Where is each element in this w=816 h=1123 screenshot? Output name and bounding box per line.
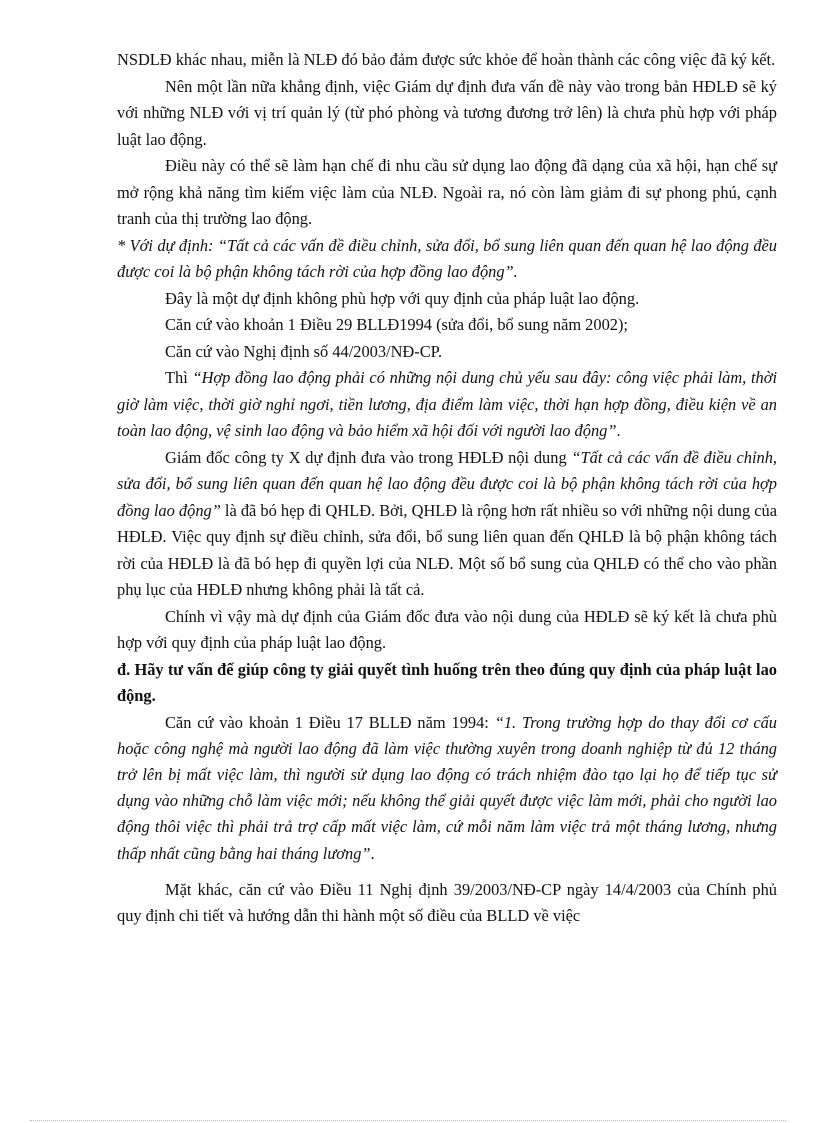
paragraph [117,445,777,604]
paragraph-lead: Căn cứ vào khoản 1 Điều 17 BLLĐ năm 1994: [165,712,495,732]
paragraph: Đây là một dự định không phù hợp với quy định của pháp luật lao động. [165,288,640,308]
paragraph: NSDLĐ khác nhau, miễn là NLĐ đó bảo đảm được sức khỏe để hoàn thành các công việc đã ký kết. [117,50,776,69]
paragraph: Mặt khác, căn cứ vào Điều 11 Nghị định 39/2003/NĐ-CP ngày 14/4/2003 của Chính phủ quy định chi tiết và hướng dẫn thi hành một số điều của BLLD về việc [117,879,777,926]
paragraph: Căn cứ vào khoản 1 Điều 29 BLLĐ1994 (sửa đổi, bổ sung năm 2002); [165,315,628,334]
section-heading: đ. Hãy tư vấn để giúp công ty giải quyết tình huống trên theo đúng quy định của pháp luật lao động. [117,659,777,705]
paragraph: Điều này có thể sẽ làm hạn chế đi nhu cầu sử dụng lao động đã dạng của xã hội, hạn chế sự mở rộng khả năng tìm kiếm việc làm của NLĐ. Ngoài ra, nó còn làm giảm đi sự phong phú, cạnh tranh của thị trường lao động. [117,156,777,228]
document-page [117,47,777,930]
quoted-plan-paragraph: * Với dự định: “Tất cả các vấn đề điều chỉnh, sửa đổi, bổ sung liên quan đến quan hệ lao động đều được coi là bộ phận không tách rời của hợp đồng lao động”. [117,235,777,281]
paragraph-tail: . [616,421,621,440]
paragraph-tail: . [370,843,375,863]
legal-quote: “1. Trong trường hợp do thay đổi cơ cấu hoặc công nghệ mà người lao động đã làm việc thường xuyên trong doanh nghiệp từ đủ 12 tháng trở lên bị mất việc làm, thì người sử dụng lao động có trách nhiệm đào tạo lại họ để tiếp tục sử dụng vào những chỗ làm việc mới; nếu không thể giải quyết được việc làm mới, phải cho người lao động thôi việc thì phải trả trợ cấp mất việc làm, cứ mỗi năm làm việc trả một tháng lương, nhưng thấp nhất cũng bằng hai tháng lương” [117,712,777,863]
paragraph-lead: Giám đốc công ty X dự định đưa vào trong HĐLĐ nội dung [165,447,572,467]
page-bottom-divider [30,1120,786,1121]
legal-quote: “Hợp đồng lao động phải có những nội dung chủ yếu sau đây: công việc phải làm, thời giờ làm việc, thời giờ nghỉ ngơi, tiền lương, địa điểm làm việc, thời hạn hợp đồng, điều kiện về an toàn lao động, vệ sinh lao động và bảo hiểm xã hội đối với người lao động” [117,368,777,440]
paragraph-tail: là đã bó hẹp đi QHLĐ. Bởi, QHLĐ là rộng hơn rất nhiều so với những nội dung của HĐLĐ. Việc quy định sự điều chỉnh, sửa đổi, bổ sung liên quan đến QHLĐ là bộ phận không tách rời của HĐLĐ là đã bó hẹp đi quyền lợi của NLĐ. Một số bổ sung của QHLĐ có thể cho vào phần phụ lục của HĐLĐ nhưng không phải là tất cả. [117,500,777,599]
paragraph [117,365,777,445]
paragraph-lead: Thì [165,368,193,387]
legal-quote: “Tất cả các vấn đề điều chỉnh, sửa đổi, bổ sung liên quan đến quan hệ lao động đều được coi là bộ phận không tách rời của hợp đồng lao động” [117,447,777,520]
paragraph: Nên một lần nữa khẳng định, việc Giám dự định đưa vấn đề này vào trong bản HĐLĐ sẽ ký với những NLĐ với vị trí quản lý (từ phó phòng và tương đương trở lên) là chưa phù hợp với pháp luật lao động. [117,76,777,149]
paragraph: Căn cứ vào Nghị định số 44/2003/NĐ-CP. [165,341,443,361]
paragraph: Chính vì vậy mà dự định của Giám đốc đưa vào nội dung của HĐLĐ sẽ ký kết là chưa phù hợp với quy định của pháp luật lao động. [117,606,777,652]
paragraph [117,710,777,867]
